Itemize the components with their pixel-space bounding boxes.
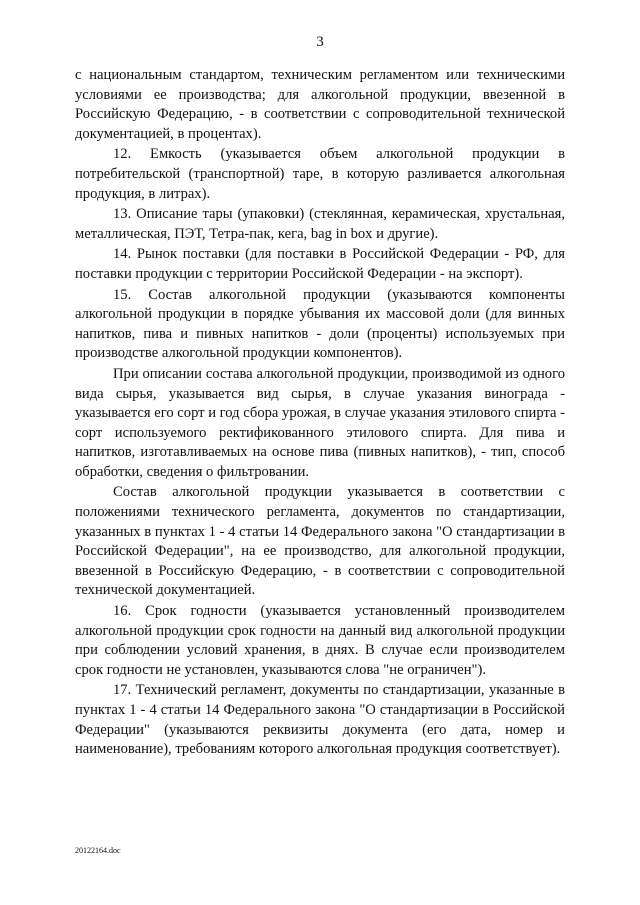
paragraph-item-16: 16. Срок годности (указывается установленный производителем алкогольной продукции срок годности на данный вид алкогольной продукции при соблюдении условий хранения, в днях. В случае если производителем срок годности не установлен, указываются слова "не ограничен"). [75,603,565,678]
paragraph-item-12: 12. Емкость (указывается объем алкогольной продукции в потребительской (транспортной) таре, в которую разливается алкогольная продукция, в литрах). [75,146,565,202]
paragraph-composition-raw-material: При описании состава алкогольной продукции, производимой из одного вида сырья, указывается вид сырья, в случае указания винограда - указывается его сорт и год сбора урожая, в случае указания этилового спирта - сорт используемого ректификованного этилового спирта. Для пива и напитков, изготавливаемых на основе пива (пивных напитков), - тип, способ обработки, сведения о фильтровании. [75,365,565,480]
paragraph-continuation: с национальным стандартом, техническим регламентом или техническими условиями ее производства; для алкогольной продукции, ввезенной в Российскую Федерацию, - в соответствии с сопроводительной технической документацией, в процентах). [75,67,565,142]
paragraph-composition-regulation: Состав алкогольной продукции указывается в соответствии с положениями технического регламента, документов по стандартизации, указанных в пунктах 1 - 4 статьи 14 Федерального закона "О стандартизации в Российской Федерации", на ее производство, для алкогольной продукции, ввезенной в Российскую Федерацию, - в соответствии с сопроводительной технической документацией. [75,484,565,599]
paragraph-item-15: 15. Состав алкогольной продукции (указываются компоненты алкогольной продукции в порядке убывания их массовой доли (для винных напитков, пива и пивных напитков - доли (проценты) используемых при производстве алкогольной продукции компонентов). [75,286,565,362]
file-name-footer: 20122164.doc [75,846,121,855]
document-body [75,66,565,761]
paragraph-item-17: 17. Технический регламент, документы по стандартизации, указанные в пунктах 1 - 4 статьи 14 Федерального закона "О стандартизации в Российской Федерации" (указываются реквизиты документа (его дата, номер и наименование), требованиям которого алкогольная продукция соответствует). [75,682,565,758]
page-number: 3 [316,34,324,50]
paragraph-item-13: 13. Описание тары (упаковки) (стеклянная, керамическая, хрустальная, металлическая, ПЭТ, Тетра-пак, кега, bag in box и другие). [75,206,565,242]
paragraph-item-14: 14. Рынок поставки (для поставки в Российской Федерации - РФ, для поставки продукции с территории Российской Федерации - на экспорт). [75,246,565,282]
